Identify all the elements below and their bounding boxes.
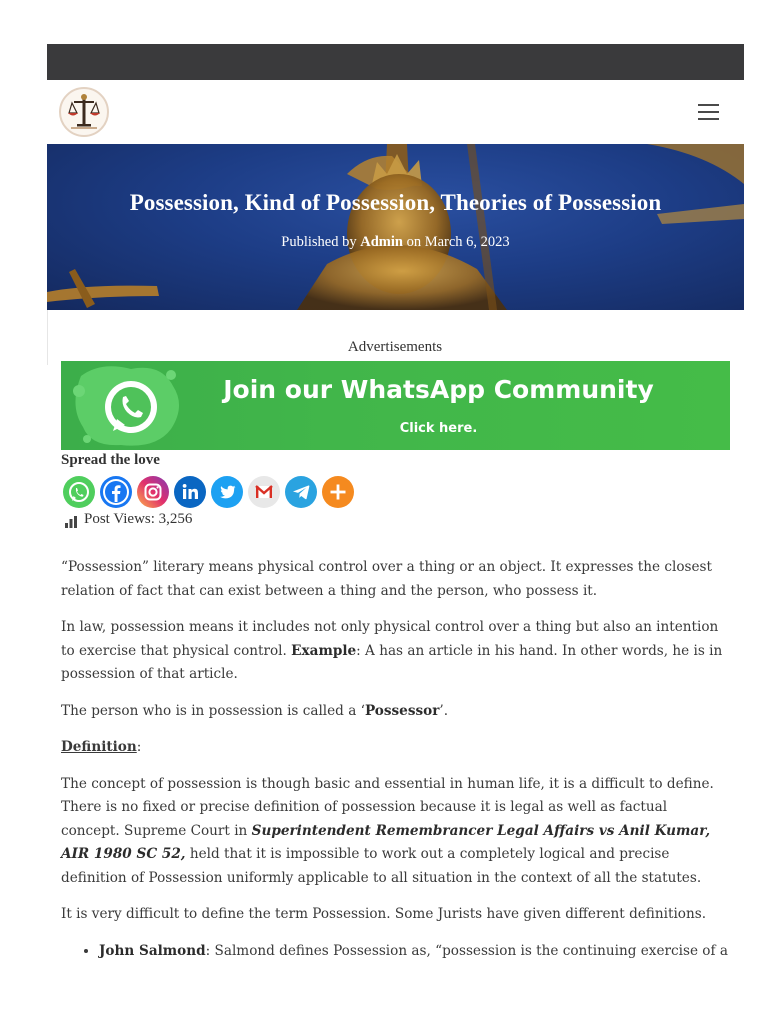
site-header <box>47 80 744 144</box>
whatsapp-share-icon[interactable] <box>63 476 95 508</box>
text-span: : A has an article in his hand. In other words, he is in possession of that article. <box>61 642 723 682</box>
page-bottom-mask <box>0 968 768 1024</box>
paragraph <box>61 616 729 687</box>
banner-title: Join our WhatsApp Community <box>223 375 654 404</box>
article-body <box>61 556 729 963</box>
definition-label: Definition <box>61 739 137 755</box>
content-divider <box>47 310 48 365</box>
bar-chart-icon <box>65 516 77 528</box>
text-span: In law, possession means it includes not only physical control over a thing but also an intention to exercise that physical control. <box>61 619 719 659</box>
published-prefix: Published by <box>281 234 357 250</box>
paragraph: “Possession” literary means physical control over a thing or an object. It expresses the closest relation of fact that can exist between a thing and the person, who possess it. <box>61 559 712 599</box>
text-span: The concept of possession is though basic and essential in human life, it is a difficult to define. There is no fixed or precise definition of possession because it is legal as well as factual concept. Supreme Court in <box>61 775 714 839</box>
hero-banner <box>47 144 744 310</box>
page-title: Possession, Kind of Possession, Theories of Possession <box>129 190 662 215</box>
jurist-list <box>61 940 729 964</box>
hamburger-menu-icon[interactable] <box>697 102 721 122</box>
jurist-name: John Salmond <box>99 942 206 959</box>
post-views-count: Post Views: 3,256 <box>84 511 193 527</box>
scales-of-justice-logo[interactable] <box>59 87 109 137</box>
paragraph <box>61 773 729 891</box>
text-span: ’. <box>439 702 449 719</box>
post-date: March 6, 2023 <box>424 234 510 250</box>
list-item <box>99 940 729 964</box>
case-citation: Superintendent Remembrancer Legal Affairs vs Anil Kumar, AIR 1980 SC 52, <box>61 822 711 862</box>
whatsapp-community-banner[interactable] <box>61 361 730 450</box>
twitter-share-icon[interactable] <box>211 476 243 508</box>
bold-term: Possessor <box>364 702 440 719</box>
text-span: : Salmond defines Possession as, “possession is the continuing exercise of a <box>205 942 728 959</box>
top-bar <box>47 44 744 80</box>
definition-heading <box>61 736 729 760</box>
linkedin-share-icon[interactable] <box>174 476 206 508</box>
bold-term: Example <box>291 642 357 659</box>
advertisements-label: Advertisements <box>347 339 443 355</box>
facebook-share-icon[interactable] <box>100 476 132 508</box>
paragraph <box>61 700 729 724</box>
telegram-share-icon[interactable] <box>285 476 317 508</box>
whatsapp-logo-icon <box>61 361 201 450</box>
post-meta <box>47 234 744 251</box>
instagram-share-icon[interactable] <box>137 476 169 508</box>
gmail-share-icon[interactable] <box>248 476 280 508</box>
spread-the-love-label: Spread the love <box>61 452 160 468</box>
text-span: : <box>136 739 142 755</box>
justice-statue-image <box>47 144 744 310</box>
paragraph: It is very difficult to define the term Possession. Some Jurists have given different definitions. <box>61 906 707 922</box>
text-span: The person who is in possession is called a ‘ <box>61 702 365 719</box>
text-span: held that it is impossible to work out a completely logical and precise definition of Possession uniformly applicable to all situation in the context of all the statutes. <box>61 846 702 886</box>
banner-cta[interactable]: Click here. <box>399 421 478 436</box>
more-share-icon[interactable] <box>322 476 354 508</box>
date-prefix: on <box>406 234 422 250</box>
author-link[interactable]: Admin <box>360 234 403 250</box>
